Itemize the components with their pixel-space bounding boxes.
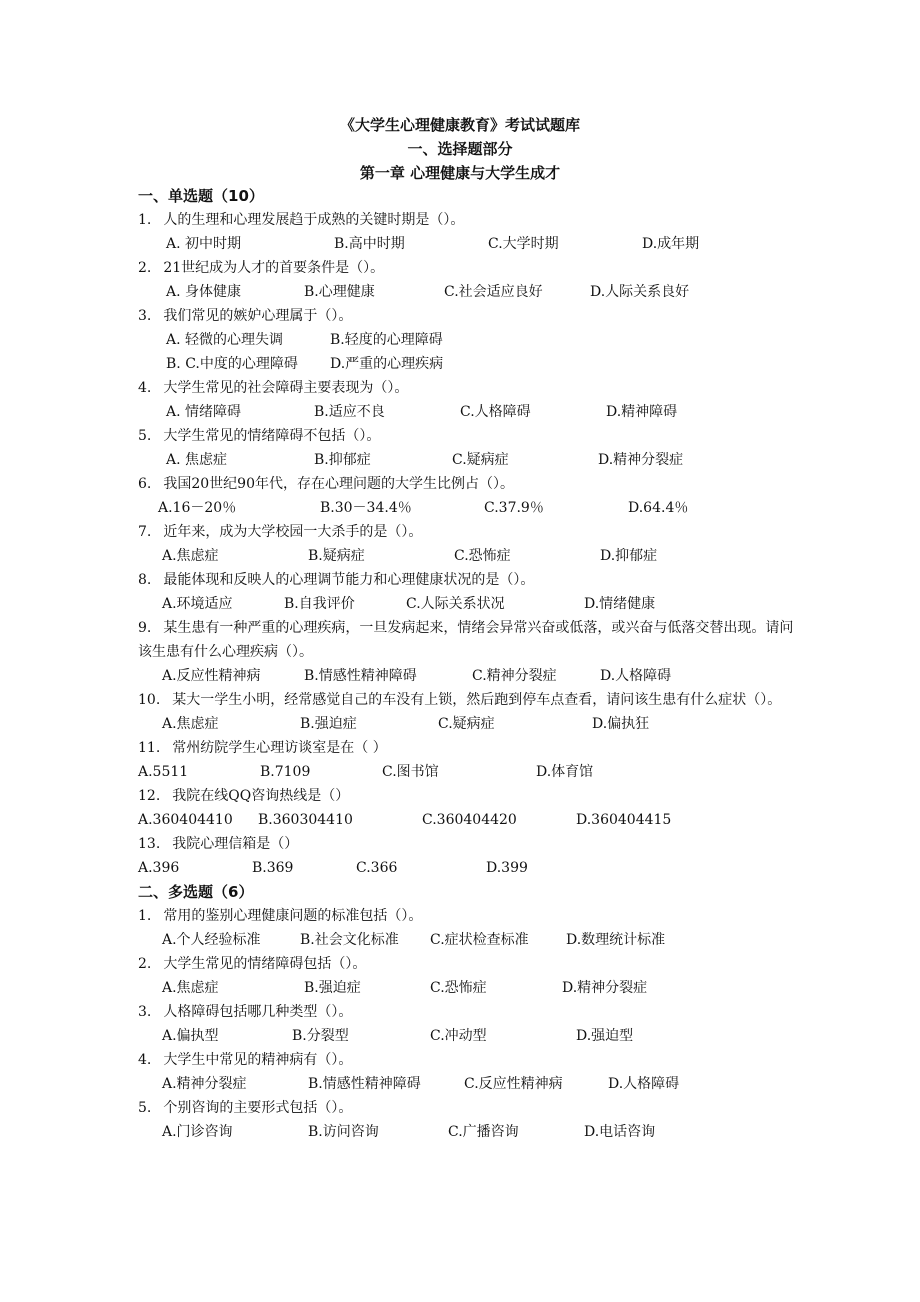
answer-option[interactable]: B.社会文化标准 — [300, 932, 399, 948]
options-row — [138, 592, 798, 616]
answer-option[interactable]: D.64.4％ — [628, 500, 689, 516]
question-number: 10. — [138, 692, 161, 708]
question-text: 近年来，成为大学校园一大杀手的是（）。 — [163, 524, 423, 540]
answer-option[interactable]: C.恐怖症 — [454, 548, 511, 564]
question-text: 我们常见的嫉妒心理属于（）。 — [163, 308, 353, 324]
answer-option[interactable]: B.30－34.4％ — [320, 500, 412, 516]
question-number: 9. — [138, 620, 152, 636]
question-text: 我院在线QQ咨询热线是（） — [172, 788, 350, 804]
question-number: 1. — [138, 908, 152, 924]
question-stem — [138, 1096, 798, 1120]
question-number: 13. — [138, 836, 161, 852]
options-row — [138, 1072, 798, 1096]
chapter-title: 第一章 心理健康与大学生成才 — [359, 164, 561, 182]
question-text: 常州纺院学生心理访谈室是在（ ） — [172, 740, 387, 756]
question-text: 我国20世纪90年代，存在心理问题的大学生比例占（）。 — [163, 476, 514, 492]
answer-option[interactable]: B.情感性精神障碍 — [308, 1076, 421, 1092]
answer-option[interactable]: D.360404415 — [576, 812, 672, 828]
question-stem — [138, 424, 798, 448]
answer-option[interactable]: D.偏执狂 — [592, 716, 650, 732]
answer-option[interactable]: C.大学时期 — [488, 236, 559, 252]
answer-option[interactable]: A.5511 — [138, 764, 189, 780]
question-stem — [138, 688, 798, 712]
answer-option[interactable]: C.社会适应良好 — [444, 284, 543, 300]
answer-option[interactable]: B.情感性精神障碍 — [304, 668, 417, 684]
question-stem — [138, 616, 798, 664]
answer-option[interactable]: D.精神障碍 — [606, 404, 678, 420]
question-number: 1. — [138, 212, 152, 228]
question-number: 5. — [138, 1100, 152, 1116]
options-row — [138, 232, 798, 256]
options-row — [138, 928, 798, 952]
question-stem — [138, 472, 798, 496]
answer-option[interactable]: C.冲动型 — [430, 1028, 487, 1044]
answer-option[interactable]: D.精神分裂症 — [598, 452, 684, 468]
section-heading: 二、多选题（6） — [138, 883, 254, 901]
answer-option[interactable]: B.强迫症 — [304, 980, 361, 996]
question-number: 7. — [138, 524, 152, 540]
question-stem — [138, 736, 798, 760]
question-text: 大学生常见的情绪障碍包括（）。 — [163, 956, 367, 972]
options-row — [138, 1120, 798, 1144]
answer-option[interactable]: A.门诊咨询 — [162, 1124, 233, 1140]
part-title: 一、选择题部分 — [407, 140, 513, 158]
question-stem — [138, 784, 798, 808]
answer-option[interactable]: C.人际关系状况 — [406, 596, 505, 612]
answer-option[interactable]: C.366 — [356, 860, 398, 876]
answer-option[interactable]: B.7109 — [260, 764, 311, 780]
question-stem — [138, 832, 798, 856]
answer-option[interactable]: B.疑病症 — [308, 548, 365, 564]
question-number: 2. — [138, 260, 152, 276]
answer-option[interactable]: A.精神分裂症 — [162, 1076, 247, 1092]
answer-option[interactable]: A.焦虑症 — [162, 980, 219, 996]
answer-option[interactable]: A.偏执型 — [162, 1028, 219, 1044]
question-text: 人的生理和心理发展趋于成熟的关键时期是（）。 — [163, 212, 465, 228]
answer-option[interactable]: D.体育馆 — [536, 764, 594, 780]
document-title: 《大学生心理健康教育》考试试题库 — [339, 116, 580, 134]
options-row — [138, 976, 798, 1000]
answer-option[interactable]: A.360404410 — [138, 812, 233, 828]
answer-option[interactable]: C.360404420 — [422, 812, 517, 828]
answer-option[interactable]: C.精神分裂症 — [472, 668, 557, 684]
answer-option[interactable]: C.疑病症 — [438, 716, 495, 732]
answer-option[interactable]: A. 身体健康 — [166, 284, 242, 300]
answer-option[interactable]: D.人格障碍 — [608, 1076, 680, 1092]
question-number: 6. — [138, 476, 152, 492]
answer-option[interactable]: D.严重的心理疾病 — [330, 356, 444, 372]
answer-option[interactable]: B.适应不良 — [314, 404, 385, 420]
answer-option[interactable]: A.个人经验标准 — [162, 932, 261, 948]
question-stem — [138, 568, 798, 592]
options-row — [138, 808, 798, 832]
question-text: 人格障碍包括哪几种类型（）。 — [163, 1004, 353, 1020]
answer-option[interactable]: B.360304410 — [258, 812, 353, 828]
question-number: 2. — [138, 956, 152, 972]
options-row — [138, 496, 798, 520]
answer-option[interactable]: D.强迫型 — [576, 1028, 634, 1044]
options-row — [138, 856, 798, 880]
question-stem — [138, 1000, 798, 1024]
answer-option[interactable]: B.抑郁症 — [314, 452, 371, 468]
answer-option[interactable]: B.心理健康 — [304, 284, 375, 300]
question-text: 我院心理信箱是（） — [172, 836, 299, 852]
question-number: 8. — [138, 572, 152, 588]
answer-option[interactable]: B.强迫症 — [300, 716, 357, 732]
options-row — [138, 280, 798, 304]
answer-option[interactable]: C.图书馆 — [382, 764, 439, 780]
answer-option[interactable]: C.反应性精神病 — [464, 1076, 563, 1092]
answer-option[interactable]: A.16－20％ — [158, 500, 237, 516]
answer-option[interactable]: D.情绪健康 — [584, 596, 656, 612]
options-row — [138, 400, 798, 424]
answer-option[interactable]: A.反应性精神病 — [162, 668, 261, 684]
answer-option[interactable]: A. 情绪障碍 — [166, 404, 242, 420]
answer-option[interactable]: C.症状检查标准 — [430, 932, 529, 948]
answer-option[interactable]: A. 初中时期 — [166, 236, 242, 252]
question-text: 某生患有一种严重的心理疾病，一旦发病起来，情绪会异常兴奋或低落，或兴奋与低落交替出现。请问该生患有什么心理疾病（）。 — [138, 620, 794, 660]
answer-option[interactable]: B.高中时期 — [334, 236, 405, 252]
answer-option[interactable]: A. 轻微的心理失调 — [166, 332, 284, 348]
answer-option[interactable]: D.人际关系良好 — [590, 284, 690, 300]
answer-option[interactable]: A.焦虑症 — [162, 548, 219, 564]
options-row — [138, 1024, 798, 1048]
answer-option[interactable]: C.疑病症 — [452, 452, 509, 468]
answer-option[interactable]: C.恐怖症 — [430, 980, 487, 996]
answer-option[interactable]: B.轻度的心理障碍 — [330, 332, 443, 348]
section-heading: 一、单选题（10） — [138, 187, 264, 205]
answer-option[interactable]: A.环境适应 — [162, 596, 233, 612]
question-stem — [138, 376, 798, 400]
question-text: 大学生中常见的精神病有（）。 — [163, 1052, 353, 1068]
question-stem — [138, 952, 798, 976]
answer-option[interactable]: D.成年期 — [642, 236, 700, 252]
answer-option[interactable]: A.焦虑症 — [162, 716, 219, 732]
answer-option[interactable]: C.37.9％ — [484, 500, 544, 516]
question-text: 最能体现和反映人的心理调节能力和心理健康状况的是（）。 — [163, 572, 535, 588]
question-text: 某大一学生小明，经常感觉自己的车没有上锁，然后跑到停车点查看，请问该生患有什么症状（）。 — [172, 692, 782, 708]
answer-option[interactable]: D.人格障碍 — [600, 668, 672, 684]
question-number: 11. — [138, 740, 161, 756]
answer-option[interactable]: B.访问咨询 — [308, 1124, 379, 1140]
question-list — [138, 184, 798, 1144]
question-stem — [138, 520, 798, 544]
question-number: 5. — [138, 428, 152, 444]
answer-option[interactable]: B.分裂型 — [292, 1028, 349, 1044]
answer-option[interactable]: D.抑郁症 — [600, 548, 658, 564]
answer-option[interactable]: D.电话咨询 — [584, 1124, 656, 1140]
options-row — [138, 328, 798, 352]
answer-option[interactable]: B.369 — [252, 860, 294, 876]
answer-option[interactable]: A. 焦虑症 — [166, 452, 228, 468]
answer-option[interactable]: B. C.中度的心理障碍 — [166, 356, 298, 372]
answer-option[interactable]: A.396 — [138, 860, 180, 876]
question-number: 4. — [138, 1052, 152, 1068]
options-row — [138, 544, 798, 568]
answer-option[interactable]: B.自我评价 — [284, 596, 355, 612]
options-row — [138, 712, 798, 736]
options-row — [138, 760, 798, 784]
question-text: 个别咨询的主要形式包括（）。 — [163, 1100, 353, 1116]
options-row — [138, 352, 798, 376]
options-row — [138, 664, 798, 688]
question-number: 3. — [138, 308, 152, 324]
question-number: 3. — [138, 1004, 152, 1020]
answer-option[interactable]: D.数理统计标准 — [566, 932, 666, 948]
answer-option[interactable]: D.精神分裂症 — [562, 980, 648, 996]
question-number: 4. — [138, 380, 152, 396]
answer-option[interactable]: C.广播咨询 — [448, 1124, 519, 1140]
question-stem — [138, 304, 798, 328]
question-stem — [138, 208, 798, 232]
question-stem — [138, 1048, 798, 1072]
answer-option[interactable]: C.人格障碍 — [460, 404, 531, 420]
question-text: 大学生常见的社会障碍主要表现为（）。 — [163, 380, 409, 396]
question-text: 大学生常见的情绪障碍不包括（）。 — [163, 428, 381, 444]
question-stem — [138, 256, 798, 280]
question-number: 12. — [138, 788, 161, 804]
question-text: 21世纪成为人才的首要条件是（）。 — [163, 260, 385, 276]
answer-option[interactable]: D.399 — [486, 860, 528, 876]
question-stem — [138, 904, 798, 928]
question-text: 常用的鉴别心理健康问题的标准包括（）。 — [163, 908, 423, 924]
options-row — [138, 448, 798, 472]
